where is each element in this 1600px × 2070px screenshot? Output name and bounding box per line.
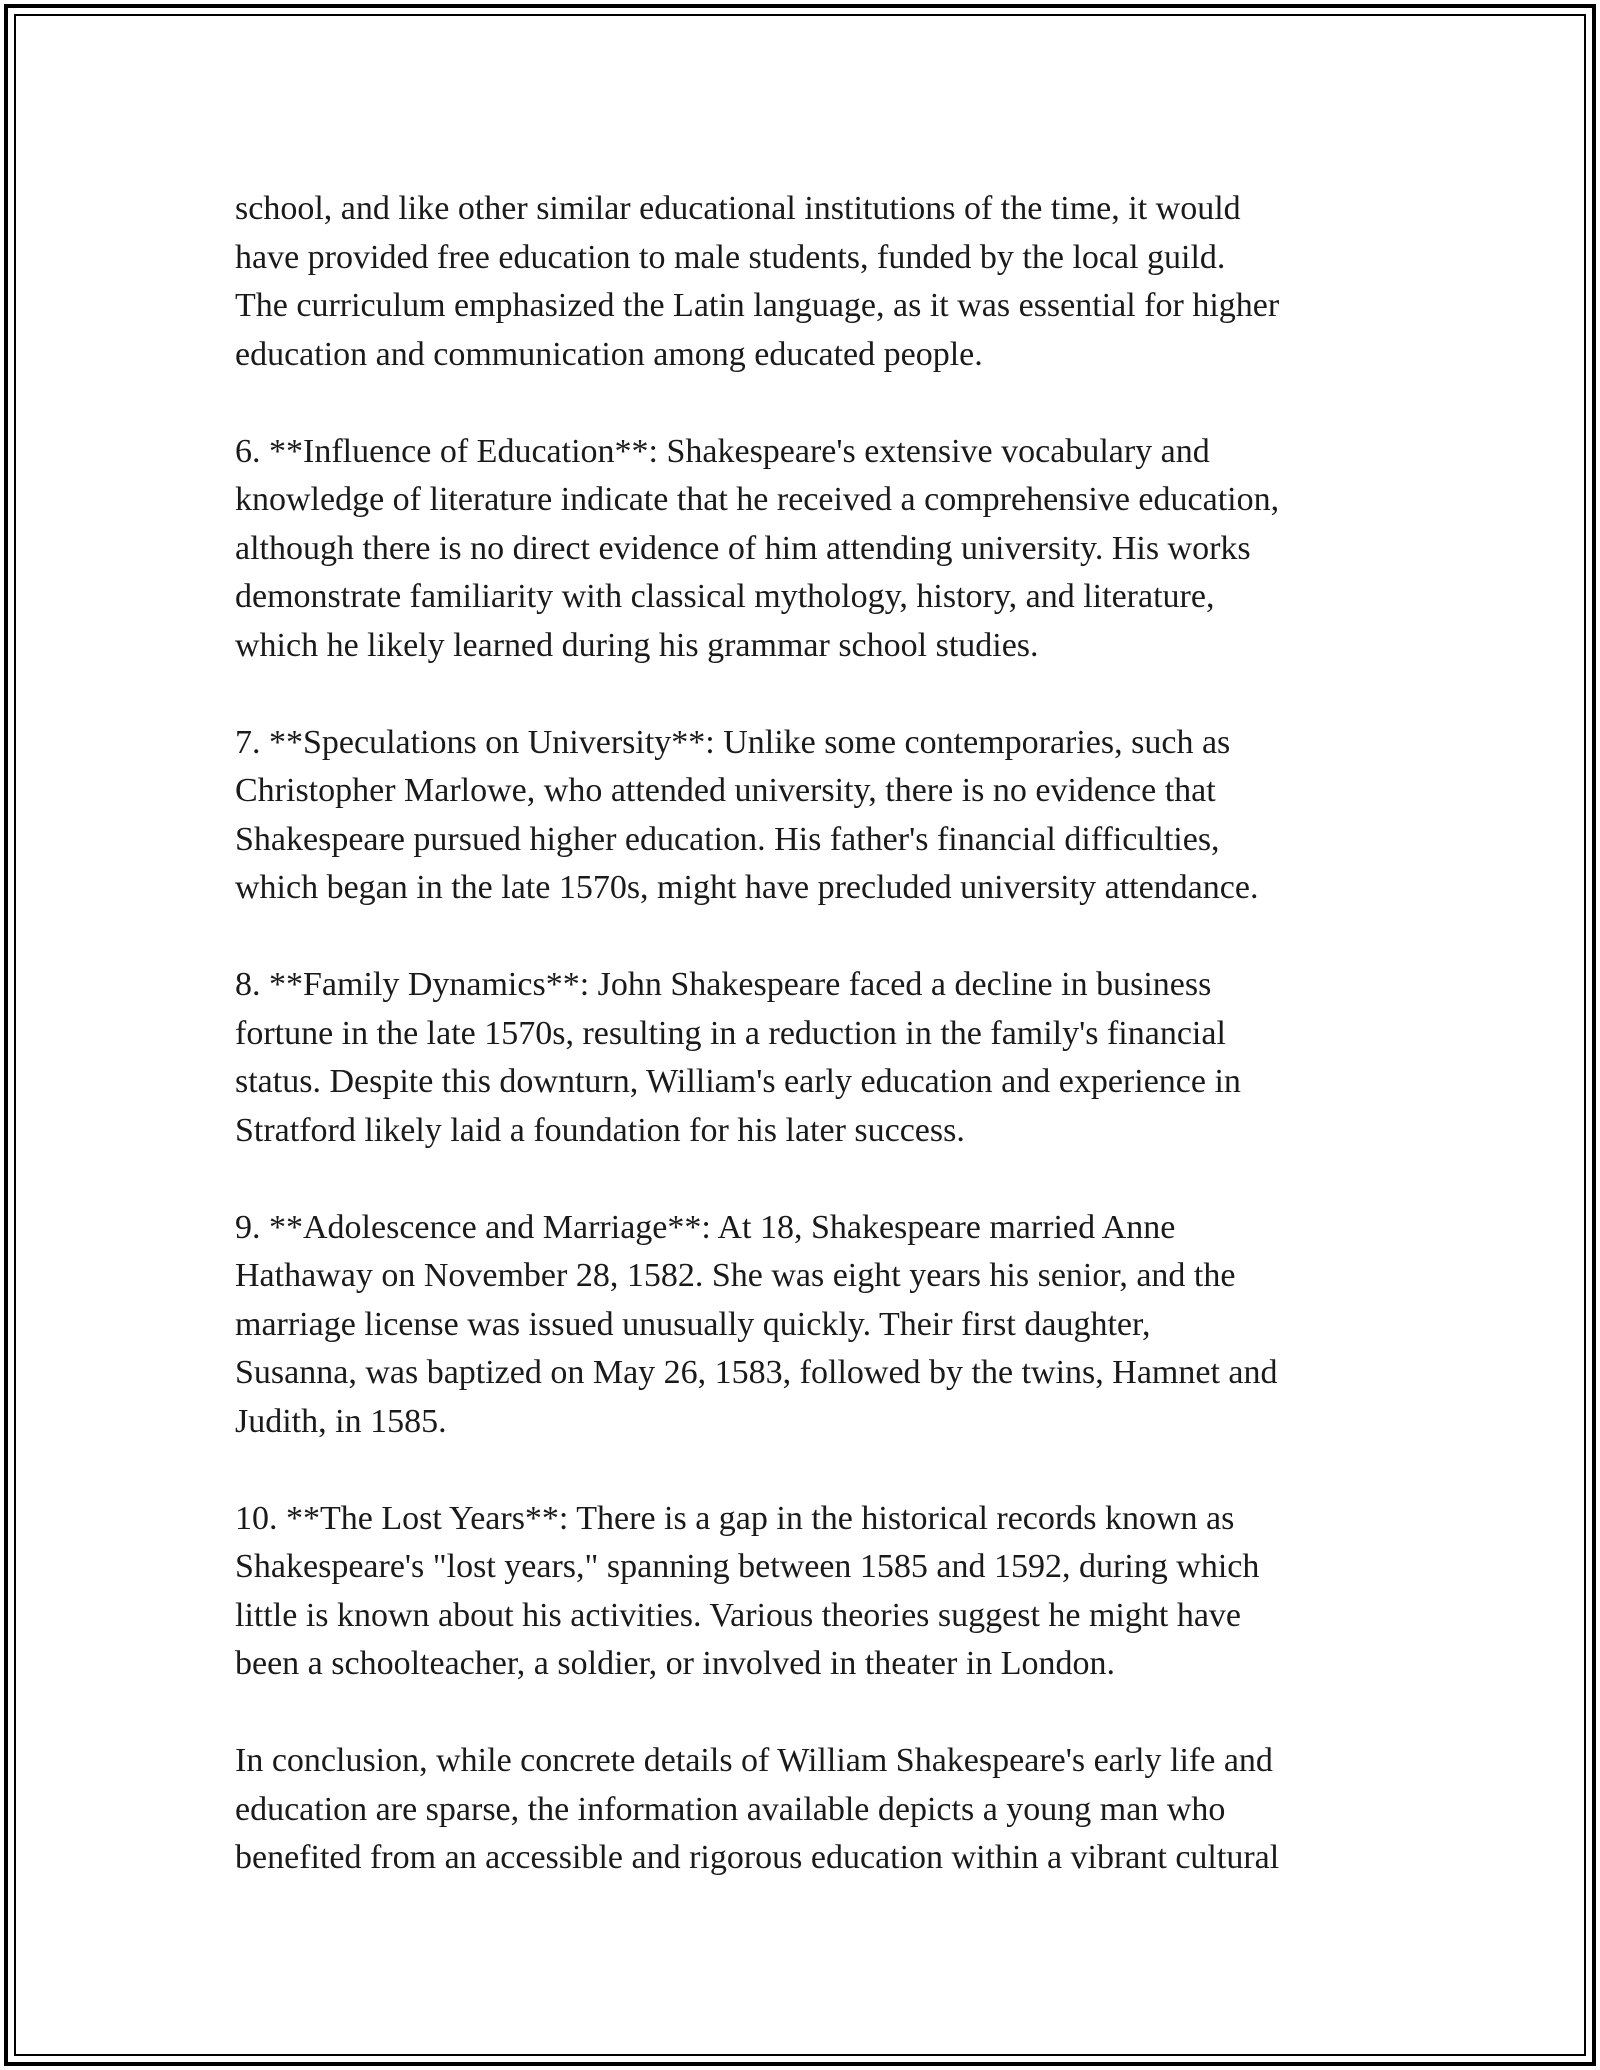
- text-line: Christopher Marlowe, who attended university, there is no evidence that: [235, 772, 1216, 809]
- paragraph-conclusion: [235, 1737, 1385, 1883]
- text-line: marriage license was issued unusually quickly. Their first daughter,: [235, 1305, 1151, 1343]
- paragraph-adolescence-and-marriage: [235, 1204, 1385, 1447]
- paragraph-speculations-on-university: [235, 719, 1385, 913]
- text-line: little is known about his activities. Various theories suggest he might have: [235, 1596, 1242, 1634]
- text-line: 10. **The Lost Years**: There is a gap in the historical records known as: [235, 1499, 1235, 1537]
- text-line: Hathaway on November 28, 1582. She was eight years his senior, and the: [235, 1257, 1236, 1294]
- text-line: The curriculum emphasized the Latin language, as it was essential for higher: [235, 287, 1280, 324]
- text-line: been a schoolteacher, a soldier, or involved in theater in London.: [235, 1645, 1116, 1682]
- paragraph-school-continuation: [235, 185, 1385, 379]
- text-line: 9. **Adolescence and Marriage**: At 18, Shakespeare married Anne: [235, 1208, 1176, 1246]
- text-line: although there is no direct evidence of him attending university. His works: [235, 529, 1251, 567]
- document-body: [235, 185, 1385, 1931]
- text-line: education are sparse, the information available depicts a young man who: [235, 1790, 1226, 1828]
- text-line: 7. **Speculations on University**: Unlike some contemporaries, such as: [235, 723, 1231, 761]
- text-line: fortune in the late 1570s, resulting in a reduction in the family's financial: [235, 1014, 1226, 1052]
- text-line: Judith, in 1585.: [235, 1402, 447, 1440]
- text-line: Stratford likely laid a foundation for his later success.: [235, 1111, 965, 1149]
- paragraph-family-dynamics: [235, 961, 1385, 1155]
- paragraph-influence-of-education: [235, 428, 1385, 671]
- text-line: Susanna, was baptized on May 26, 1583, followed by the twins, Hamnet and: [235, 1354, 1278, 1391]
- text-line: which he likely learned during his grammar school studies.: [235, 626, 1039, 664]
- text-line: knowledge of literature indicate that he received a comprehensive education,: [235, 481, 1280, 518]
- text-line: have provided free education to male students, funded by the local guild.: [235, 238, 1226, 276]
- text-line: demonstrate familiarity with classical mythology, history, and literature,: [235, 578, 1215, 615]
- text-line: Shakespeare's "lost years," spanning between 1585 and 1592, during which: [235, 1548, 1260, 1585]
- text-line: 6. **Influence of Education**: Shakespeare's extensive vocabulary and: [235, 432, 1210, 470]
- text-line: status. Despite this downturn, William's early education and experience in: [235, 1063, 1241, 1100]
- text-line: which began in the late 1570s, might have precluded university attendance.: [235, 869, 1259, 906]
- paragraph-lost-years: [235, 1495, 1385, 1689]
- text-line: education and communication among educated people.: [235, 335, 983, 373]
- text-line: Shakespeare pursued higher education. His father's financial difficulties,: [235, 820, 1220, 858]
- text-line: school, and like other similar educational institutions of the time, it would: [235, 190, 1241, 227]
- text-line: 8. **Family Dynamics**: John Shakespeare faced a decline in business: [235, 966, 1212, 1003]
- text-line: benefited from an accessible and rigorous education within a vibrant cultural: [235, 1839, 1280, 1876]
- text-line: In conclusion, while concrete details of William Shakespeare's early life and: [235, 1742, 1273, 1779]
